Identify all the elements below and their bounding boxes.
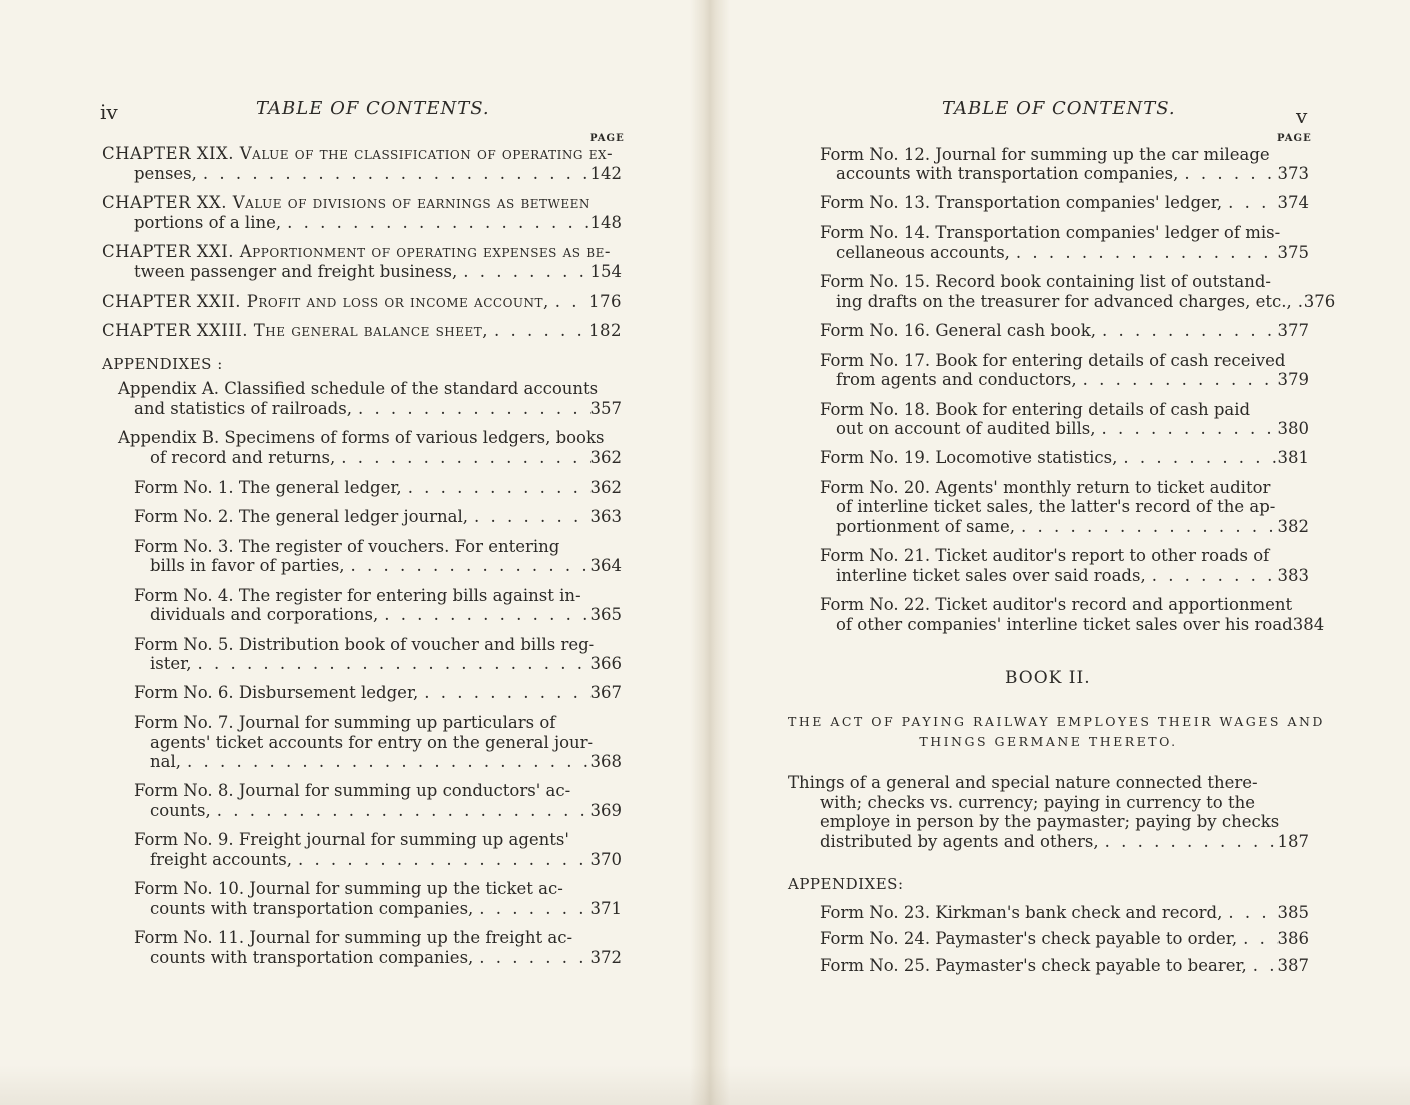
toc-page-number: 374 bbox=[1277, 193, 1309, 212]
toc-line bbox=[150, 605, 622, 625]
toc-line: Form No. 7. Journal for summing up particulars of bbox=[134, 713, 556, 732]
dot-leader bbox=[1117, 448, 1277, 468]
toc-line-text: of other companies' interline ticket sales over his road bbox=[836, 615, 1293, 634]
toc-line: Form No. 10. Journal for summing up the ticket ac- bbox=[134, 879, 563, 898]
dot-leader bbox=[418, 683, 590, 703]
toc-page-number: 362 bbox=[590, 448, 622, 467]
toc-line-text: accounts with transportation companies, bbox=[836, 164, 1179, 183]
toc-line bbox=[150, 948, 622, 968]
toc-line bbox=[820, 193, 1309, 213]
toc-line: Form No. 9. Freight journal for summing up agents' bbox=[134, 830, 569, 849]
toc-line bbox=[820, 448, 1309, 468]
toc-line bbox=[150, 899, 622, 919]
toc-line bbox=[836, 615, 1325, 635]
right-folio: v bbox=[1296, 104, 1308, 128]
toc-line bbox=[820, 956, 1309, 976]
toc-line-text: Form No. 25. Paymaster's check payable to bearer, bbox=[820, 956, 1247, 975]
dot-leader bbox=[352, 399, 591, 419]
toc-line: Form No. 8. Journal for summing up conductors' ac- bbox=[134, 781, 571, 800]
dot-leader bbox=[457, 262, 590, 282]
toc-line-text: ister, bbox=[150, 654, 192, 673]
toc-line-text: Form No. 16. General cash book, bbox=[820, 321, 1096, 340]
toc-line: Form No. 14. Transportation companies' ledger of mis- bbox=[820, 223, 1281, 242]
dot-leader bbox=[1096, 321, 1278, 341]
dot-leader bbox=[378, 605, 590, 625]
toc-line bbox=[836, 370, 1309, 390]
toc-line-text: out on account of audited bills, bbox=[836, 419, 1096, 438]
right-running-head: TABLE OF CONTENTS. bbox=[942, 98, 1176, 119]
toc-line-text: Form No. 19. Locomotive statistics, bbox=[820, 448, 1118, 467]
dot-leader bbox=[1096, 419, 1278, 439]
toc-page-number: 377 bbox=[1277, 321, 1309, 340]
toc-page-number: 370 bbox=[590, 850, 622, 869]
toc-line bbox=[134, 507, 622, 527]
left-running-head: TABLE OF CONTENTS. bbox=[256, 98, 490, 119]
dot-leader bbox=[292, 850, 591, 870]
dot-leader bbox=[473, 899, 590, 919]
toc-line bbox=[836, 243, 1309, 263]
dot-leader bbox=[335, 448, 590, 468]
toc-line: Form No. 21. Ticket auditor's report to other roads of bbox=[820, 546, 1270, 565]
toc-line: Form No. 22. Ticket auditor's record and apportionment bbox=[820, 595, 1293, 614]
dot-leader bbox=[1292, 292, 1304, 312]
page-edge-shadow bbox=[0, 1065, 1410, 1105]
toc-page-number: 187 bbox=[1277, 832, 1309, 851]
dot-leader bbox=[1077, 370, 1278, 390]
toc-line-text: nal, bbox=[150, 752, 181, 771]
toc-line: Form No. 11. Journal for summing up the freight ac- bbox=[134, 928, 573, 947]
toc-line bbox=[134, 478, 622, 498]
toc-page-number: 148 bbox=[590, 213, 622, 232]
toc-line: with; checks vs. currency; paying in currency to the bbox=[820, 793, 1255, 812]
dot-leader bbox=[1222, 193, 1277, 213]
toc-line-text: Form No. 1. The general ledger, bbox=[134, 478, 402, 497]
toc-line bbox=[836, 566, 1309, 586]
toc-line bbox=[134, 213, 622, 233]
toc-line bbox=[150, 448, 622, 468]
toc-line: Things of a general and special nature connected there- bbox=[788, 773, 1258, 792]
toc-page-number: 182 bbox=[589, 321, 622, 340]
dot-leader bbox=[1146, 566, 1278, 586]
toc-line bbox=[134, 262, 622, 282]
toc-line: Form No. 17. Book for entering details of cash received bbox=[820, 351, 1286, 370]
left-page-label: PAGE bbox=[590, 133, 625, 144]
toc-line: Form No. 15. Record book containing list of outstand- bbox=[820, 272, 1272, 291]
dot-leader bbox=[549, 292, 589, 312]
toc-page-number: 381 bbox=[1277, 448, 1309, 467]
dot-leader bbox=[211, 801, 591, 821]
toc-line-text: bills in favor of parties, bbox=[150, 556, 345, 575]
toc-line-text: CHAPTER XXIII. The general balance sheet, bbox=[102, 321, 489, 340]
toc-line-text: of record and returns, bbox=[150, 448, 336, 467]
toc-line-text: freight accounts, bbox=[150, 850, 292, 869]
dot-leader bbox=[468, 507, 590, 527]
book-subtitle-line: THINGS GERMANE THERETO. bbox=[919, 734, 1178, 749]
dot-leader bbox=[1010, 243, 1278, 263]
toc-line-text: dividuals and corporations, bbox=[150, 605, 379, 624]
toc-line bbox=[134, 164, 622, 184]
toc-page-number: 385 bbox=[1277, 903, 1309, 922]
toc-page-number: 384 bbox=[1292, 615, 1325, 634]
toc-line-text: counts, bbox=[150, 801, 211, 820]
toc-line: CHAPTER XIX. Value of the classification of operating ex- bbox=[102, 144, 614, 163]
toc-line-text: penses, bbox=[134, 164, 197, 183]
toc-line: Form No. 5. Distribution book of voucher and bills reg- bbox=[134, 635, 595, 654]
toc-line-text: and statistics of railroads, bbox=[134, 399, 352, 418]
toc-line bbox=[150, 801, 622, 821]
dot-leader bbox=[191, 654, 590, 674]
toc-page-number: 369 bbox=[590, 801, 622, 820]
toc-page-number: 387 bbox=[1277, 956, 1309, 975]
toc-page-number: 376 bbox=[1303, 292, 1336, 311]
toc-line-text: Form No. 6. Disbursement ledger, bbox=[134, 683, 419, 702]
toc-line: Appendix B. Specimens of forms of various ledgers, books bbox=[118, 428, 605, 447]
toc-line bbox=[102, 321, 622, 341]
toc-page-number: 154 bbox=[590, 262, 622, 281]
toc-page-number: 142 bbox=[590, 164, 622, 183]
dot-leader bbox=[1178, 164, 1277, 184]
toc-line bbox=[150, 850, 622, 870]
toc-page-number: 357 bbox=[590, 399, 622, 418]
toc-line-text: portions of a line, bbox=[134, 213, 282, 232]
toc-line bbox=[820, 321, 1309, 341]
dot-leader bbox=[345, 556, 591, 576]
book-gutter bbox=[690, 0, 730, 1105]
toc-line-text: CHAPTER XXII. Profit and loss or income account, bbox=[102, 292, 549, 311]
appendixes-heading: APPENDIXES : bbox=[102, 355, 223, 373]
toc-page-number: 367 bbox=[590, 683, 622, 702]
toc-page-number: 380 bbox=[1277, 419, 1309, 438]
toc-line: of interline ticket sales, the latter's record of the ap- bbox=[836, 497, 1276, 516]
toc-line bbox=[836, 517, 1309, 537]
toc-line bbox=[150, 752, 622, 772]
toc-page-number: 365 bbox=[590, 605, 622, 624]
toc-line bbox=[150, 654, 622, 674]
toc-page-number: 371 bbox=[590, 899, 622, 918]
toc-line: Form No. 3. The register of vouchers. For entering bbox=[134, 537, 560, 556]
toc-line-text: from agents and conductors, bbox=[836, 370, 1077, 389]
toc-line-text: tween passenger and freight business, bbox=[134, 262, 458, 281]
toc-page-number: 373 bbox=[1277, 164, 1309, 183]
toc-page-number: 364 bbox=[590, 556, 622, 575]
toc-line bbox=[102, 292, 622, 312]
dot-leader bbox=[402, 478, 591, 498]
dot-leader bbox=[1247, 956, 1278, 976]
dot-leader bbox=[473, 948, 590, 968]
toc-line: CHAPTER XX. Value of divisions of earnings as between bbox=[102, 193, 590, 212]
dot-leader bbox=[1222, 903, 1277, 923]
toc-line-text: Form No. 23. Kirkman's bank check and record, bbox=[820, 903, 1223, 922]
toc-line-text: interline ticket sales over said roads, bbox=[836, 566, 1146, 585]
book-subtitle-line: THE ACT OF PAYING RAILWAY EMPLOYES THEIR WAGES AND bbox=[788, 714, 1325, 729]
toc-line bbox=[820, 903, 1309, 923]
toc-line-text: cellaneous accounts, bbox=[836, 243, 1010, 262]
dot-leader bbox=[181, 752, 591, 772]
toc-line bbox=[836, 292, 1336, 312]
toc-line bbox=[836, 419, 1309, 439]
toc-line bbox=[134, 399, 622, 419]
toc-line-text: distributed by agents and others, bbox=[820, 832, 1099, 851]
toc-line: Form No. 12. Journal for summing up the car mileage bbox=[820, 145, 1270, 164]
toc-line bbox=[820, 832, 1309, 852]
dot-leader bbox=[197, 164, 591, 184]
toc-line-text: ing drafts on the treasurer for advanced charges, etc., bbox=[836, 292, 1292, 311]
toc-line-text: Form No. 13. Transportation companies' ledger, bbox=[820, 193, 1223, 212]
toc-page-number: 363 bbox=[590, 507, 622, 526]
dot-leader bbox=[1015, 517, 1277, 537]
toc-page-number: 372 bbox=[590, 948, 622, 967]
toc-line bbox=[836, 164, 1309, 184]
toc-page-number: 176 bbox=[589, 292, 622, 311]
dot-leader bbox=[1237, 929, 1277, 949]
toc-line-text: Form No. 24. Paymaster's check payable to order, bbox=[820, 929, 1238, 948]
toc-page-number: 382 bbox=[1277, 517, 1309, 536]
toc-line-text: counts with transportation companies, bbox=[150, 899, 474, 918]
dot-leader bbox=[488, 321, 589, 341]
book-title: BOOK II. bbox=[1005, 668, 1091, 688]
left-folio: iv bbox=[100, 100, 118, 124]
dot-leader bbox=[281, 213, 590, 233]
toc-line-text: portionment of same, bbox=[836, 517, 1016, 536]
toc-line: employe in person by the paymaster; paying by checks bbox=[820, 812, 1280, 831]
toc-line: agents' ticket accounts for entry on the general jour- bbox=[150, 733, 594, 752]
toc-page-number: 386 bbox=[1277, 929, 1309, 948]
toc-page-number: 379 bbox=[1277, 370, 1309, 389]
toc-page-number: 368 bbox=[590, 752, 622, 771]
toc-line-text: Form No. 2. The general ledger journal, bbox=[134, 507, 469, 526]
toc-line: CHAPTER XXI. Apportionment of operating expenses as be- bbox=[102, 242, 611, 261]
toc-line: Form No. 18. Book for entering details of cash paid bbox=[820, 400, 1251, 419]
toc-line-text: counts with transportation companies, bbox=[150, 948, 474, 967]
right-page-label: PAGE bbox=[1277, 133, 1312, 144]
toc-line: Form No. 4. The register for entering bills against in- bbox=[134, 586, 581, 605]
toc-line bbox=[820, 929, 1309, 949]
appendixes-heading: APPENDIXES: bbox=[788, 875, 904, 893]
toc-page-number: 383 bbox=[1277, 566, 1309, 585]
toc-line bbox=[134, 683, 622, 703]
toc-page-number: 366 bbox=[590, 654, 622, 673]
toc-line: Form No. 20. Agents' monthly return to ticket auditor bbox=[820, 478, 1271, 497]
toc-page-number: 362 bbox=[590, 478, 622, 497]
toc-line: Appendix A. Classified schedule of the standard accounts bbox=[118, 379, 599, 398]
dot-leader bbox=[1099, 832, 1278, 852]
toc-line bbox=[150, 556, 622, 576]
toc-page-number: 375 bbox=[1277, 243, 1309, 262]
